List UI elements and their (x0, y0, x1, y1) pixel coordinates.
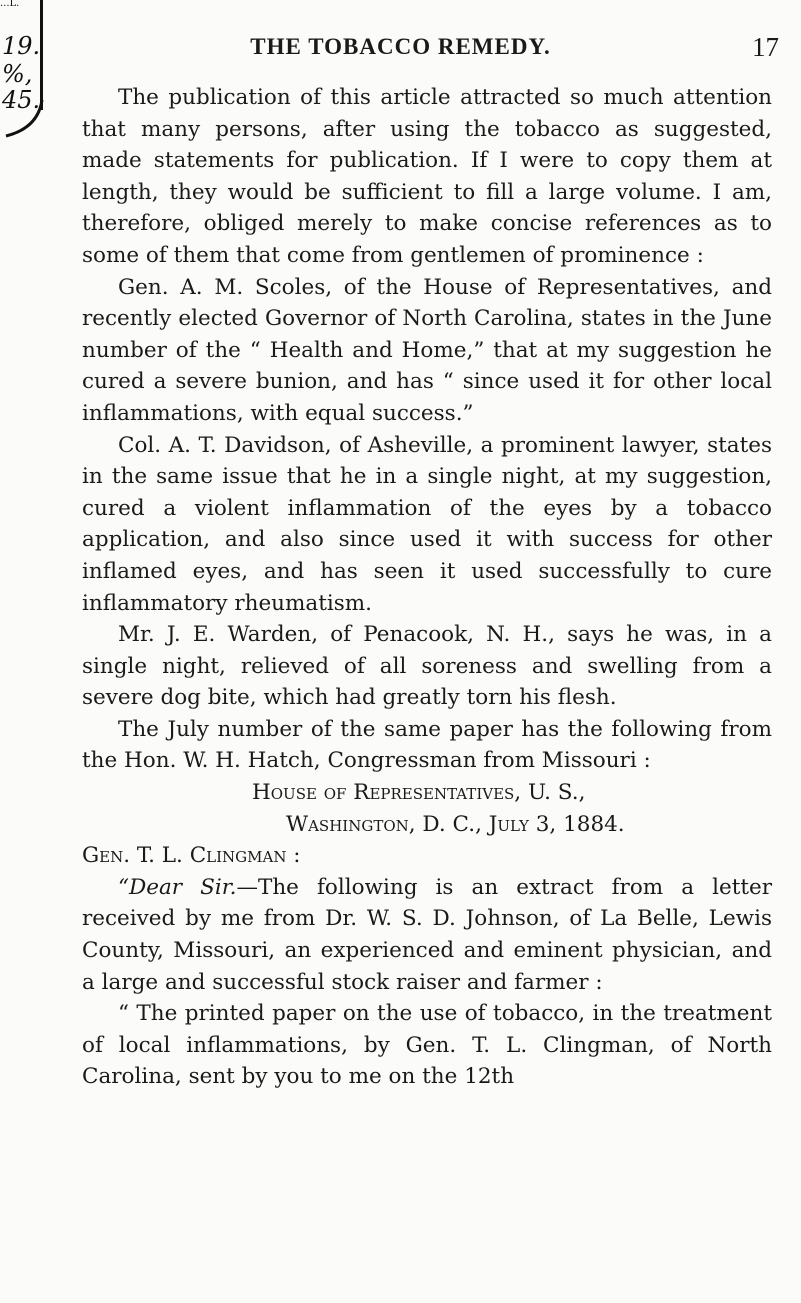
letter-salutation: Gen. T. L. Clingman : (82, 843, 301, 869)
paragraph-5: The July number of the same paper has the following from the Hon. W. H. Hatch, Congressman from Missouri : (82, 716, 772, 774)
margin-note-line-2: %, (2, 60, 33, 88)
margin-annotation (0, 0, 48, 140)
paragraph-3: Col. A. T. Davidson, of Asheville, a prominent lawyer, states in the same issue that he in a single night, at my suggestion, cured a violent inflammation of the eyes by a tobacco application, and also since used it with success for other inflamed eyes, and has seen it used successfully to cure inflammatory rheumatism. (82, 432, 772, 616)
paragraph-6-text: —The following is an extract from a letter received by me from Dr. W. S. D. Johnson, of La Belle, Lewis County, Missouri, an experienced and eminent physician, and a large and successful stock raiser and farmer : (82, 874, 772, 995)
paragraph-7: “ The printed paper on the use of tobacco, in the treatment of local inflammations, by Gen. T. L. Clingman, of North Carolina, sent by you to me on the 12th (82, 1001, 772, 1090)
dear-sir-opening: “Dear Sir. (118, 874, 237, 900)
margin-note-top: ...L. (0, 0, 20, 8)
running-head: THE TOBACCO REMEDY. (250, 34, 551, 59)
margin-bracket-curve (0, 60, 48, 140)
paragraph-2: Gen. A. M. Scoles, of the House of Representatives, and recently elected Governor of North Carolina, states in the June number of the “ Health and Home,” that at my suggestion he cured a severe bunion, and has “ since used it for other local inflammations, with equal success.” (82, 274, 772, 426)
page-body (82, 82, 772, 1093)
page-header (0, 32, 801, 66)
page-number: 17 (752, 32, 779, 62)
paragraph-4: Mr. J. E. Warden, of Penacook, N. H., says he was, in a single night, relieved of all soreness and swelling from a severe dog bite, which had greatly torn his flesh. (82, 622, 772, 711)
margin-note-line-3: 45. (2, 86, 41, 114)
letter-address-line-2: Washington, D. C., July 3, 1884. (286, 811, 625, 837)
paragraph-1: The publication of this article attracted so much attention that many persons, after using the tobacco as suggested, made statements for publication. If I were to copy them at length, they would be sufficient to fill a large volume. I am, therefore, obliged merely to make concise references as to some of them that come from gentlemen of prominence : (82, 85, 772, 268)
margin-note-line-1: 19. (2, 32, 41, 60)
letter-address-line-1: House of Representatives, U. S., (252, 780, 586, 806)
paragraph-6 (82, 872, 772, 998)
